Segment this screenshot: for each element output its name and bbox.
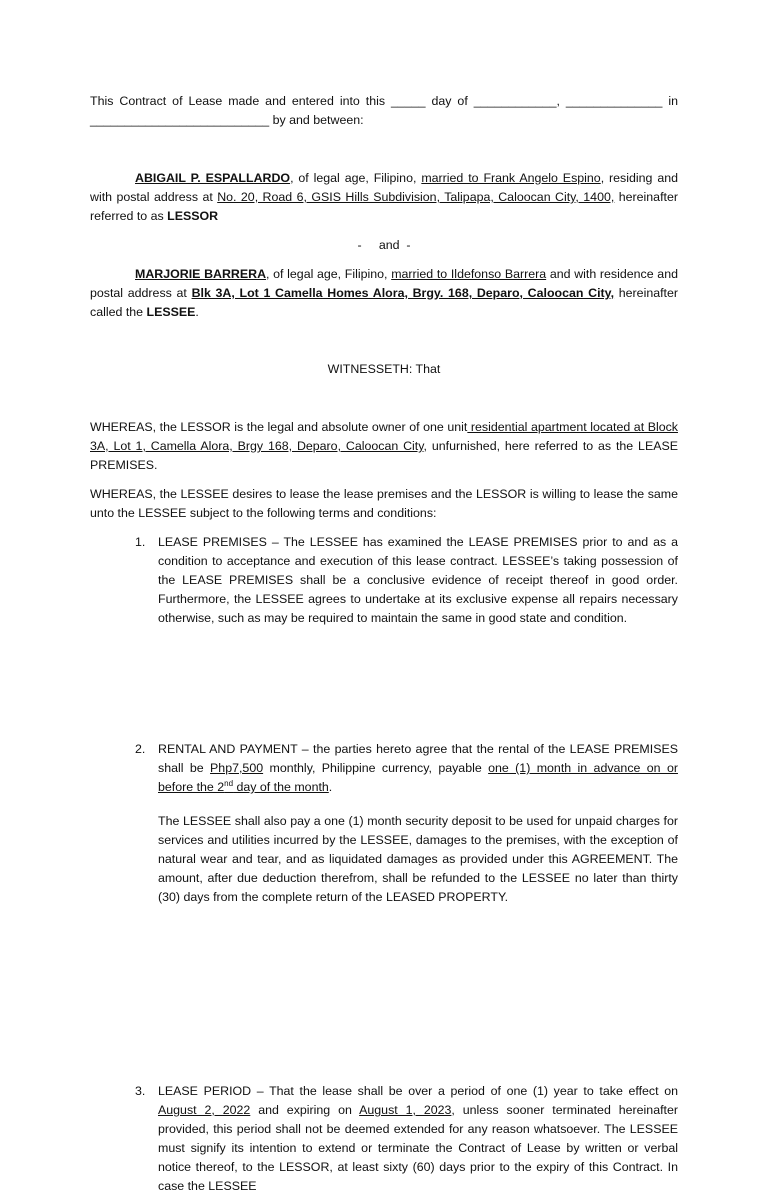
whereas-text: WHEREAS, the LESSOR is the legal and absolute owner of one unit [90, 420, 468, 434]
lessee-period: . [195, 305, 199, 319]
item-text: . [328, 780, 333, 794]
and-separator [90, 236, 678, 255]
whereas-clause-2 [90, 485, 678, 523]
intro-text: This Contract of Lease made and entered into this [90, 94, 386, 108]
lease-end-date: August 1, 2023 [359, 1103, 452, 1117]
lessor-marital-status: married to Frank Angelo Espino [421, 171, 601, 185]
lessee-name: MARJORIE BARRERA [135, 267, 267, 281]
item-text: RENTAL AND PAYMENT – the parties hereto agree that the rental of the LEASE PREMISES shall be [158, 742, 678, 775]
item-text: LEASE PERIOD – That the lease shall be over a period of one (1) year to take effect on [158, 1084, 678, 1098]
payment-terms-text: one (1) month in advance on or before the 2 [158, 761, 678, 794]
witnesseth-heading [90, 360, 678, 379]
place-blank: __________________________ [90, 113, 270, 127]
lessor-address: No. 20, Road 6, GSIS Hills Subdivision, Talipapa, Caloocan City, 1400, [217, 190, 615, 204]
lessor-text: hereinafter referred to as [90, 190, 678, 223]
lessor-text: , of legal age, Filipino, [290, 171, 417, 185]
lessor-role: LESSOR [167, 209, 219, 223]
lessee-text: and with residence and postal address at [90, 267, 678, 300]
item-text: monthly, Philippine currency, payable [269, 761, 482, 775]
lessor-paragraph [90, 169, 678, 226]
month-blank: ____________, [473, 94, 560, 108]
whereas-text: WHEREAS, the LESSEE desires to lease the lease premises and the LESSOR is willing to lease the same unto the LESSEE subject to the following terms and conditions: [90, 487, 678, 520]
year-blank: ______________ [565, 94, 663, 108]
payment-terms-text: day of the month [233, 780, 329, 794]
item-text: LEASE PREMISES – The LESSEE has examined the LEASE PREMISES prior to and as a condition to acceptance and execution of this lease contract. LESSEE’s taking possession of the LEASE PREMISES shall be a conclusive evidence of receipt thereof in good order. Furthermore, the LESSEE agrees to undertake at its exclusive expense all repairs necessary otherwise, such as may be required to maintain the same in good state and condition. [158, 535, 678, 625]
item-text: , unless sooner terminated hereinafter provided, this period shall not be deemed extended for any reason whatsoever. The LESSEE must signify its intention to extend or terminate the Contract of Lease by written or verbal notice thereof, to the LESSOR, at least sixty (60) days prior to the expiry of this Contract. In case the LESSEE [158, 1103, 678, 1193]
property-description: residential apartment located at Block 3A, Lot 1, Camella Alora, Brgy 168, Deparo, Caloocan City [90, 420, 678, 453]
and-text: - and - [357, 238, 411, 252]
rental-amount: Php7,500 [210, 761, 264, 775]
intro-text: day of [431, 94, 468, 108]
lessee-role: LESSEE [146, 305, 196, 319]
item-text: and expiring on [258, 1103, 352, 1117]
ordinal-suffix: nd [224, 778, 234, 788]
lease-start-date: August 2, 2022 [158, 1103, 251, 1117]
list-number: 2. [135, 742, 146, 756]
whereas-clause-1 [90, 418, 678, 475]
lessor-name: ABIGAIL P. ESPALLARDO [135, 171, 291, 185]
intro-paragraph [90, 92, 678, 130]
lessee-text: hereinafter called the [90, 286, 679, 319]
lessee-address: Blk 3A, Lot 1 Camella Homes Alora, Brgy. 168, Deparo, Caloocan City, [191, 286, 615, 300]
day-blank: _____ [391, 94, 426, 108]
list-item-lease-premises [90, 533, 678, 628]
list-item-lease-period [90, 1082, 678, 1196]
witnesseth-text: WITNESSETH: That [327, 362, 441, 376]
list-number: 1. [135, 535, 146, 549]
intro-text: by and between: [272, 113, 364, 127]
intro-text: in [668, 94, 679, 108]
list-item-rental-payment [90, 740, 678, 907]
security-deposit-text: The LESSEE shall also pay a one (1) month security deposit to be used for unpaid charges for services and utilities incurred by the LESSEE, damages to the premises, with the exception of natural wear and tear, and as liquidated damages as provided under this AGREEMENT. The amount, after due deduction therefrom, shall be refunded to the LESSEE no later than thirty (30) days from the complete return of the LEASED PROPERTY. [158, 814, 678, 904]
whereas-text: , unfurnished, here referred to as the LEASE PREMISES. [90, 439, 679, 472]
list-number: 3. [135, 1084, 146, 1098]
lessee-paragraph [90, 265, 678, 322]
lessee-text: , of legal age, Filipino, [266, 267, 388, 281]
lessor-text: , residing and with postal address at [90, 171, 678, 204]
lessee-marital-status: married to Ildefonso Barrera [391, 267, 547, 281]
